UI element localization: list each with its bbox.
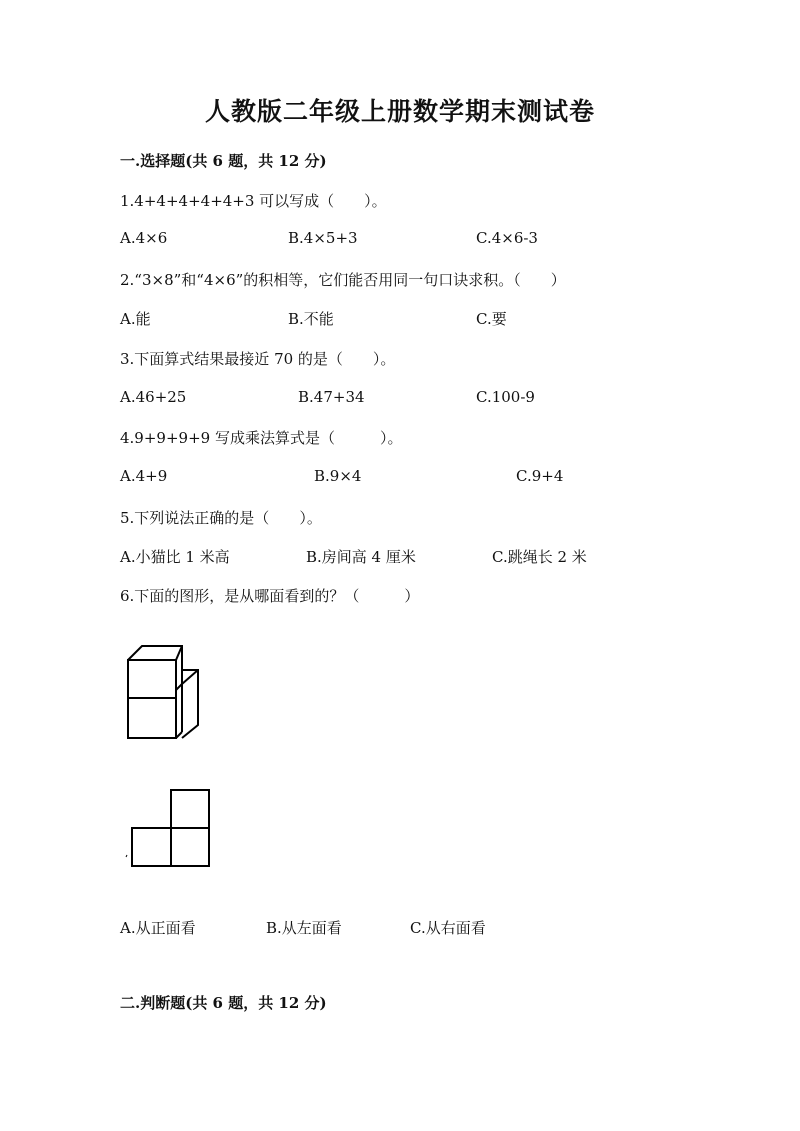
question-2-option-c[interactable]: C.要 <box>476 310 507 328</box>
question-6-option-a[interactable]: A.从正面看 <box>120 919 196 937</box>
question-3-option-c[interactable]: C.100-9 <box>476 388 535 406</box>
question-2-stem: 2.“3×8”和“4×6”的积相等，它们能否用同一句口诀求积。（ ） <box>120 271 566 289</box>
question-5-option-c[interactable]: C.跳绳长 2 米 <box>492 548 587 566</box>
question-1-option-c[interactable]: C.4×6-3 <box>476 229 538 247</box>
question-2-option-b[interactable]: B.不能 <box>288 310 334 328</box>
question-4-option-c[interactable]: C.9+4 <box>516 467 564 485</box>
question-3-stem: 3.下面算式结果最接近 70 的是（ ）。 <box>120 350 396 368</box>
question-1-option-a[interactable]: A.4×6 <box>120 229 168 247</box>
top-cube-front <box>128 660 176 698</box>
stacked-cubes-figure <box>120 640 210 745</box>
question-6-stem: 6.下面的图形，是从哪面看到的？（ ） <box>120 587 420 605</box>
question-6-option-c[interactable]: C.从右面看 <box>410 919 486 937</box>
question-5-stem: 5.下列说法正确的是（ ）。 <box>120 509 322 527</box>
section-heading-judgement: 二.判断题(共 6 题，共 12 分) <box>120 994 327 1012</box>
small-mark <box>126 855 127 857</box>
bottom-cube-front <box>128 698 176 738</box>
question-1-stem: 1.4+4+4+4+4+3 可以写成（ ）。 <box>120 192 387 210</box>
question-4-option-b[interactable]: B.9×4 <box>314 467 362 485</box>
question-4-option-a[interactable]: A.4+9 <box>120 467 168 485</box>
view-bottom-left-square <box>132 828 171 866</box>
question-1-option-b[interactable]: B.4×5+3 <box>288 229 358 247</box>
view-top-square <box>171 790 209 828</box>
right-cube-edges <box>182 670 198 738</box>
section-heading-choice: 一.选择题(共 6 题，共 12 分) <box>120 152 327 170</box>
question-4-stem: 4.9+9+9+9 写成乘法算式是（ ）。 <box>120 429 403 447</box>
question-3-option-b[interactable]: B.47+34 <box>298 388 365 406</box>
view-bottom-right-square <box>171 828 209 866</box>
question-2-option-a[interactable]: A.能 <box>120 310 151 328</box>
page-title: 人教版二年级上册数学期末测试卷 <box>204 97 595 126</box>
question-5-option-a[interactable]: A.小猫比 1 米高 <box>120 548 230 566</box>
question-5-option-b[interactable]: B.房间高 4 厘米 <box>306 548 416 566</box>
question-3-option-a[interactable]: A.46+25 <box>120 388 187 406</box>
question-6-option-b[interactable]: B.从左面看 <box>266 919 342 937</box>
view-squares-figure <box>120 785 220 875</box>
